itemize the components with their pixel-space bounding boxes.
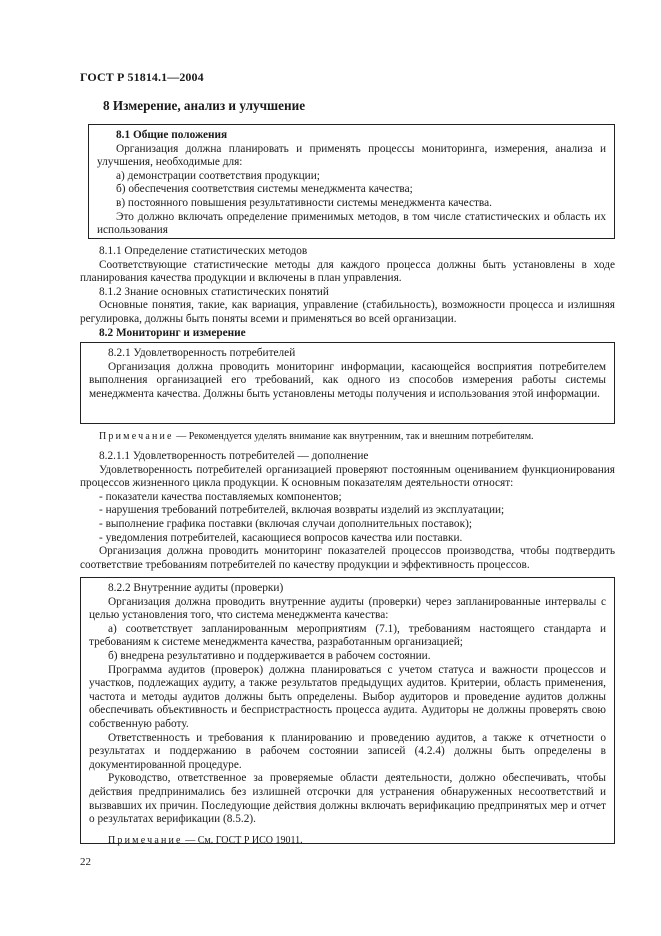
- general-provisions-box: [88, 124, 615, 239]
- list-item: в) постоянного повышения результативности системы менеджмента качества.: [116, 196, 492, 209]
- box-heading: 8.2.2 Внутренние аудиты (проверки): [108, 582, 284, 594]
- list-item: - уведомления потребителей, касающиеся вопросов качества или поставки.: [99, 531, 463, 544]
- note: [89, 834, 606, 848]
- subsection-heading: 8.1.1 Определение статистических методов: [99, 245, 308, 257]
- paragraph: Руководство, ответственное за проверяемые области деятельности, должно обеспечивать, чтобы действия предпринимались без излишней отсрочки для устранения обнаруженных несоответствий и вызвавших их причин. Последующие действия должны включать верификацию предпринятых мер и отчет о результатах верификации (8.5.2).: [89, 772, 606, 826]
- paragraph: Организация должна проводить внутренние аудиты (проверки) через запланированные интервалы с целью установления того, что система менеджмента качества:: [89, 595, 606, 622]
- customer-satisfaction-addendum: [80, 450, 615, 572]
- note-block: [80, 430, 615, 444]
- box-heading: 8.1 Общие положения: [116, 129, 228, 141]
- list-item: б) внедрена результативно и поддерживается в рабочем состоянии.: [108, 649, 431, 662]
- list-item: а) соответствует запланированным мероприятиям (7.1), требованиям настоящего стандарта и требованиям к системе менеджмента качества, разработанным организацией;: [89, 622, 606, 649]
- list-item: - выполнение графика поставки (включая случаи дополнительных поставок);: [99, 517, 472, 530]
- note-text: — Рекомендуется уделять внимание как внутренним, так и внешним потребителям.: [173, 431, 534, 442]
- paragraph: Удовлетворенность потребителей организацией проверяют постоянным оцениванием функционирования процессов жизненного цикла продукции. К основным показателям деятельности относят:: [80, 463, 615, 490]
- box-heading: 8.2.1 Удовлетворенность потребителей: [108, 347, 296, 359]
- paragraph: Это должно включать определение применимых методов, в том числе статистических и область их использования: [97, 210, 606, 237]
- list-item: - нарушения требований потребителей, включая возвраты изделий из эксплуатации;: [99, 504, 505, 517]
- paragraph: Соответствующие статистические методы для каждого процесса должны быть установлены в ходе планирования качества продукции и включены в план управления.: [80, 258, 615, 285]
- paragraph: Организация должна проводить мониторинг информации, касающейся восприятия потребителем выполнения организацией его требований, как одного из способов измерения работы системы менеджмента качества. Должны быть установлены методы получения и использования этой информации.: [89, 360, 606, 400]
- note-label: Примечание: [99, 431, 174, 442]
- note-text: — См. ГОСТ Р ИСО 19011.: [182, 834, 303, 846]
- statistical-methods-section: [80, 245, 615, 340]
- paragraph: Основные понятия, такие, как вариация, управление (стабильность), возможности процесса и излишняя регулировка, должны быть поняты всеми и применяться во всей организации.: [80, 299, 615, 325]
- section-title: 8 Измерение, анализ и улучшение: [103, 98, 306, 113]
- subsection-heading: 8.2.1.1 Удовлетворенность потребителей — дополнение: [99, 450, 369, 462]
- paragraph: Организация должна планировать и применять процессы мониторинга, измерения, анализа и улучшения, необходимые для:: [97, 142, 606, 169]
- subsection-heading: 8.1.2 Знание основных статистических понятий: [99, 285, 329, 298]
- paragraph: Ответственность и требования к планированию и проведению аудитов, а также к отчетности о результатах и поддержанию в рабочем состоянии записей (4.2.4) должны быть определены в документированной процедуре.: [89, 731, 606, 771]
- paragraph: Программа аудитов (проверок) должна планироваться с учетом статуса и важности процессов и участков, подлежащих аудиту, а также результатов предыдущих аудитов. Критерии, область применения, частота и методы аудитов должны быть определены. Выбор аудиторов и проведение аудитов должны обеспечивать объективность и беспристрастность процесса аудита. Аудиторы не должны проверять свою собственную работу.: [89, 663, 606, 730]
- document-id: ГОСТ Р 51814.1—2004: [80, 70, 204, 84]
- note-label: Примечание: [108, 834, 183, 846]
- paragraph: Организация должна проводить мониторинг показателей процессов производства, чтобы подтвердить соответствие требованиям потребителей по качеству продукции и эффективность процессов.: [80, 545, 615, 571]
- customer-satisfaction-box: [80, 342, 615, 424]
- internal-audits-box: [80, 577, 615, 844]
- list-item: б) обеспечения соответствия системы менеджмента качества;: [116, 183, 413, 196]
- list-item: а) демонстрации соответствия продукции;: [116, 169, 320, 182]
- page-number: 22: [80, 856, 91, 868]
- note: [80, 430, 615, 444]
- section-heading: 8.2 Мониторинг и измерение: [99, 326, 246, 339]
- list-item: - показатели качества поставляемых компонентов;: [99, 490, 342, 503]
